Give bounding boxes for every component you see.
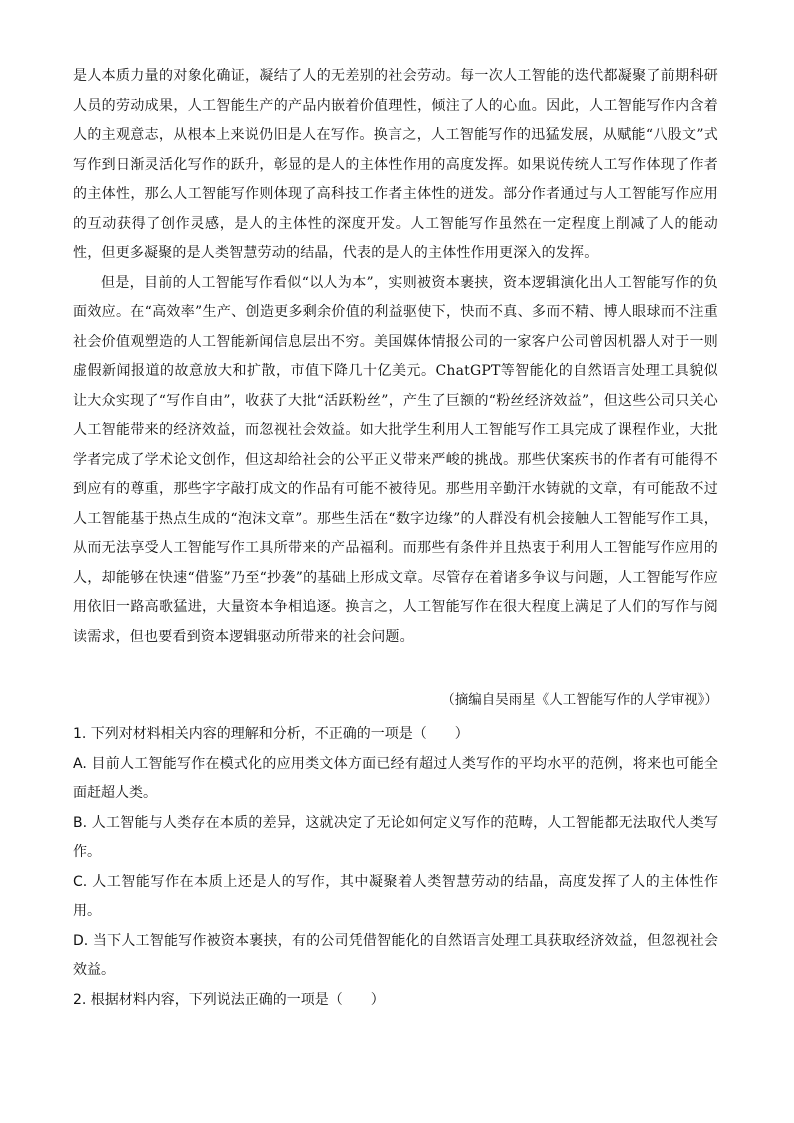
question-2-stem: 2. 根据材料内容，下列说法正确的一项是（ ） [73, 991, 385, 1008]
question-section [73, 720, 718, 1015]
passage-paragraph-1: 是人本质力量的对象化确证，凝结了人的无差别的社会劳动。每一次人工智能的迭代都凝聚了前期科研人员的劳动成果，人工智能生产的产品内嵌着价值理性，倾注了人的心血。因此，人工智能写作内含着人的主观意志，从根本上来说仍旧是人在写作。换言之，人工智能写作的迅猛发展，从赋能“八股文”式写作到日渐灵活化写作的跃升，彰显的是人的主体性作用的高度发挥。如果说传统人工写作体现了作者的主体性，那么人工智能写作则体现了高科技工作者主体性的迸发。部分作者通过与人工智能写作应用的互动获得了创作灵感，是人的主体性的深度开发。人工智能写作虽然在一定程度上削减了人的能动性，但更多凝聚的是人类智慧劳动的结晶，代表的是人的主体性作用更深入的发挥。 [73, 68, 718, 261]
reading-passage [73, 62, 718, 652]
passage-paragraph-2: 但是，目前的人工智能写作看似“以人为本”，实则被资本裹挟，资本逻辑演化出人工智能写作的负面效应。在“高效率”生产、创造更多剩余价值的利益驱使下，快而不真、多而不精、博人眼球而不注重社会价值观塑造的人工智能新闻信息层出不穷。美国媒体情报公司的一家客户公司曾因机器人对于一则虚假新闻报道的故意放大和扩散，市值下降几十亿美元。ChatGPT等智能化的自然语言处理工具貌似让大众实现了“写作自由”，收获了大批“活跃粉丝”，产生了巨额的“粉丝经济效益”，但这些公司只关心人工智能带来的经济效益，而忽视社会效益。如大批学生利用人工智能写作工具完成了课程作业，大批学者完成了学术论文创作，但这却给社会的公平正义带来严峻的挑战。那些伏案疾书的作者有可能得不到应有的尊重，那些字字敲打成文的作品有可能不被待见。那些用辛勤汗水铸就的文章，有可能敌不过人工智能基于热点生成的“泡沫文章”。那些生活在“数字边缘”的人群没有机会接触人工智能写作工具，从而无法享受人工智能写作工具所带来的产品福利。而那些有条件并且热衷于利用人工智能写作应用的人，却能够在快速“借鉴”乃至“抄袭”的基础上形成文章。尽管存在着诸多争议与问题，人工智能写作应用依旧一路高歌猛进，大量资本争相追逐。换言之，人工智能写作在很大程度上满足了人们的写作与阅读需求，但也要看到资本逻辑驱动所带来的社会问题。 [73, 274, 718, 645]
question-1-stem: 1. 下列对材料相关内容的理解和分析，不正确的一项是（ ） [73, 726, 469, 742]
question-1-option-b: B. 人工智能与人类存在本质的差异，这就决定了无论如何定义写作的范畴，人工智能都无法取代人类写作。 [73, 814, 718, 860]
question-1-option-d: D. 当下人工智能写作被资本裹挟，有的公司凭借智能化的自然语言处理工具获取经济效益，但忽视社会效益。 [73, 932, 718, 978]
question-1-option-a: A. 目前人工智能写作在模式化的应用类文体方面已经有超过人类写作的平均水平的范例，将来也可能全面赶超人类。 [73, 755, 718, 801]
passage-source: （摘编自吴雨星《人工智能写作的人学审视》） [441, 692, 718, 708]
question-1-option-c: C. 人工智能写作在本质上还是人的写作，其中凝聚着人类智慧劳动的结晶，高度发挥了人的主体性作用。 [73, 873, 718, 919]
